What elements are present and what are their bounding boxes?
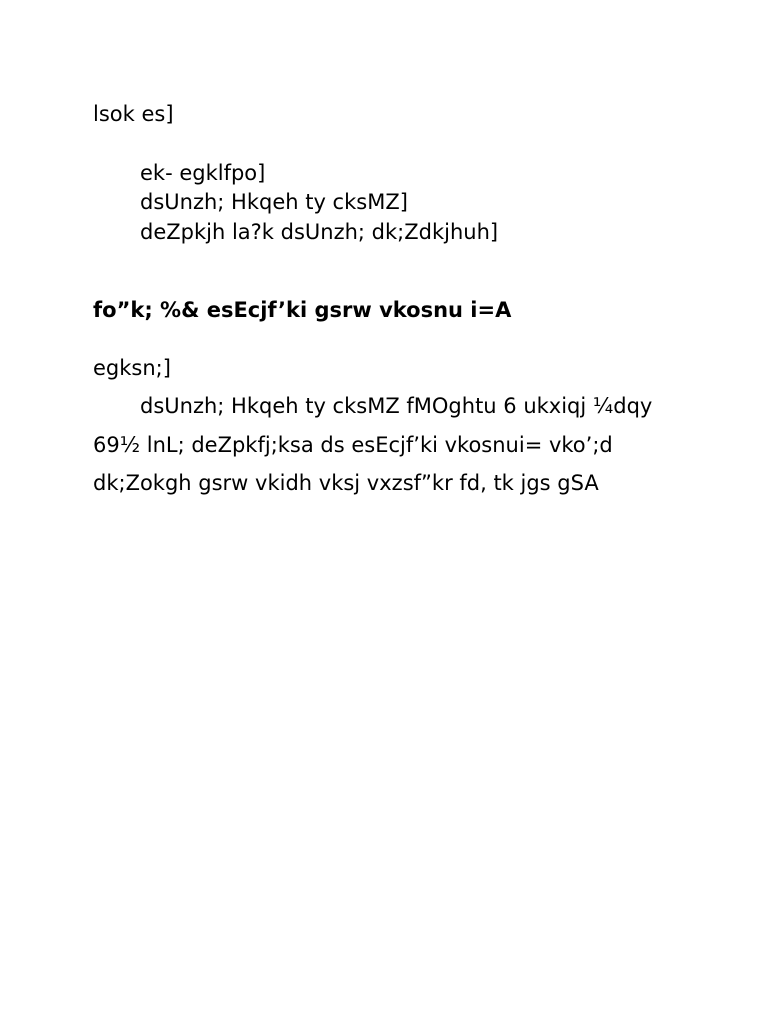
subject-line: fo”k; %& esEcjf’ki gsrw vkosnu i=A: [93, 298, 512, 322]
address-line: ek- egklfpo]: [140, 161, 266, 185]
address-line: deZpkjh la?k dsUnzh; dk;Zdkjhuh]: [140, 220, 499, 244]
salutation-text: lsok es]: [93, 102, 174, 126]
greeting-text: egksn;]: [93, 356, 171, 380]
body-line: 69½ lnL; deZpkfj;ksa ds esEcjf’ki vkosnui= vko’;d: [93, 433, 613, 457]
address-line: dsUnzh; Hkqeh ty cksMZ]: [140, 190, 408, 214]
body-line: dsUnzh; Hkqeh ty cksMZ fMOghtu 6 ukxiqj ¼dqy: [140, 394, 653, 418]
body-line: dk;Zokgh gsrw vkidh vksj vxzsf”kr fd, tk jgs gSA: [93, 471, 599, 495]
